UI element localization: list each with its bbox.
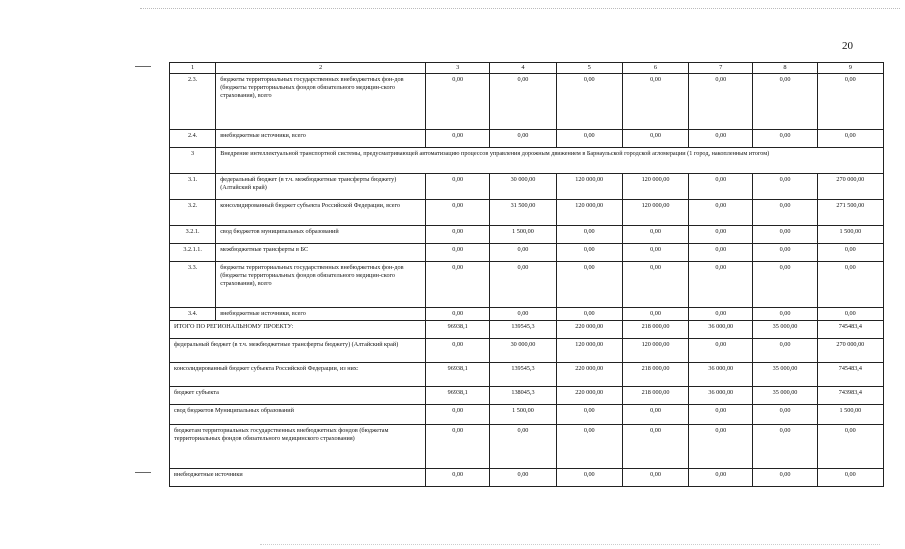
value-cell: 270 000,00	[817, 338, 883, 362]
total-row	[170, 468, 884, 486]
header-cell: 7	[689, 63, 753, 74]
table-row	[170, 262, 884, 308]
value-cell: 0,00	[689, 74, 753, 130]
row-label-cell: внебюджетные источники, всего	[216, 308, 426, 321]
value-cell: 0,00	[622, 74, 688, 130]
value-cell: 0,00	[426, 244, 490, 262]
table-body	[170, 63, 884, 487]
scan-artifact-bottom	[260, 544, 880, 545]
value-cell: 220 000,00	[556, 320, 622, 338]
row-label-cell: бюджеты территориальных государственных внебюджетных фон-дов (бюджеты территориальных фондов обязательного медицин-ского страхования), всего	[216, 262, 426, 308]
value-cell: 0,00	[689, 244, 753, 262]
value-cell: 0,00	[556, 468, 622, 486]
row-label-cell: консолидированный бюджет субъекта Российской Федерации, из них:	[170, 362, 426, 386]
total-row	[170, 320, 884, 338]
value-cell: 218 000,00	[622, 386, 688, 404]
value-cell: 30 000,00	[490, 338, 556, 362]
value-cell: 1 500,00	[817, 404, 883, 424]
value-cell: 0,00	[556, 404, 622, 424]
value-cell: 0,00	[689, 200, 753, 226]
value-cell: 0,00	[622, 424, 688, 468]
value-cell: 96938,1	[426, 362, 490, 386]
value-cell: 139545,3	[490, 320, 556, 338]
value-cell: 0,00	[753, 468, 817, 486]
value-cell: 0,00	[817, 244, 883, 262]
value-cell: 0,00	[689, 174, 753, 200]
value-cell: 0,00	[426, 200, 490, 226]
value-cell: 0,00	[490, 74, 556, 130]
value-cell: 120 000,00	[556, 200, 622, 226]
section-row	[170, 148, 884, 174]
value-cell: 0,00	[426, 262, 490, 308]
row-number-cell: 3.4.	[170, 308, 216, 321]
value-cell: 0,00	[689, 468, 753, 486]
value-cell: 745483,4	[817, 320, 883, 338]
value-cell: 0,00	[689, 338, 753, 362]
value-cell: 0,00	[622, 308, 688, 321]
row-label-cell: свод бюджетов муниципальных образований	[216, 226, 426, 244]
value-cell: 35 000,00	[753, 362, 817, 386]
value-cell: 0,00	[817, 130, 883, 148]
value-cell: 0,00	[556, 74, 622, 130]
total-row	[170, 424, 884, 468]
value-cell: 0,00	[490, 424, 556, 468]
row-label-cell: межбюджетные трансферты в БС	[216, 244, 426, 262]
value-cell: 0,00	[556, 424, 622, 468]
value-cell: 0,00	[490, 130, 556, 148]
value-cell: 0,00	[689, 226, 753, 244]
value-cell: 120 000,00	[622, 338, 688, 362]
margin-mark	[135, 66, 151, 67]
value-cell: 120 000,00	[556, 174, 622, 200]
value-cell: 36 000,00	[689, 362, 753, 386]
row-number-cell: 3	[170, 148, 216, 174]
row-label-cell: бюджеты территориальных государственных внебюджетных фон-дов (бюджеты территориальных фондов обязательного медицин-ского страхования), всего	[216, 74, 426, 130]
value-cell: 0,00	[490, 262, 556, 308]
row-label-cell: федеральный бюджет (в т.ч. межбюджетные трансферты бюджету) (Алтайский край)	[170, 338, 426, 362]
value-cell: 0,00	[753, 404, 817, 424]
value-cell: 0,00	[426, 308, 490, 321]
budget-table	[169, 62, 884, 487]
row-number-cell: 3.2.	[170, 200, 216, 226]
value-cell: 0,00	[622, 226, 688, 244]
value-cell: 745483,4	[817, 362, 883, 386]
value-cell: 0,00	[753, 74, 817, 130]
header-cell: 2	[216, 63, 426, 74]
table-row	[170, 74, 884, 130]
value-cell: 0,00	[426, 130, 490, 148]
header-cell: 1	[170, 63, 216, 74]
value-cell: 30 000,00	[490, 174, 556, 200]
value-cell: 0,00	[426, 424, 490, 468]
value-cell: 0,00	[753, 226, 817, 244]
value-cell: 0,00	[556, 226, 622, 244]
value-cell: 218 000,00	[622, 320, 688, 338]
value-cell: 0,00	[753, 200, 817, 226]
scan-artifact-top	[140, 8, 900, 9]
value-cell: 0,00	[622, 404, 688, 424]
value-cell: 0,00	[426, 174, 490, 200]
row-label-cell: внебюджетные источники	[170, 468, 426, 486]
table-row	[170, 244, 884, 262]
row-label-cell: консолидированный бюджет субъекта Российской Федерации, всего	[216, 200, 426, 226]
value-cell: 0,00	[689, 308, 753, 321]
table-row	[170, 130, 884, 148]
value-cell: 35 000,00	[753, 320, 817, 338]
value-cell: 35 000,00	[753, 386, 817, 404]
value-cell: 0,00	[622, 130, 688, 148]
value-cell: 270 000,00	[817, 174, 883, 200]
value-cell: 120 000,00	[622, 200, 688, 226]
row-label-cell: бюджетам территориальных государственных внебюджетных фондов (бюджетам территориальных фондов обязательного медицинского страхования)	[170, 424, 426, 468]
value-cell: 120 000,00	[556, 338, 622, 362]
table-row	[170, 226, 884, 244]
row-label-cell: федеральный бюджет (в т.ч. межбюджетные трансферты бюджету) (Алтайский край)	[216, 174, 426, 200]
value-cell: 271 500,00	[817, 200, 883, 226]
value-cell: 1 500,00	[490, 226, 556, 244]
value-cell: 138045,3	[490, 386, 556, 404]
row-number-cell: 3.2.1.	[170, 226, 216, 244]
header-cell: 9	[817, 63, 883, 74]
header-row	[170, 63, 884, 74]
value-cell: 0,00	[426, 404, 490, 424]
value-cell: 743983,4	[817, 386, 883, 404]
row-number-cell: 3.1.	[170, 174, 216, 200]
header-cell: 4	[490, 63, 556, 74]
value-cell: 0,00	[426, 74, 490, 130]
total-row	[170, 386, 884, 404]
value-cell: 0,00	[817, 468, 883, 486]
value-cell: 31 500,00	[490, 200, 556, 226]
value-cell: 0,00	[753, 244, 817, 262]
value-cell: 0,00	[753, 262, 817, 308]
section-title-cell: Внедрение интеллектуальной транспортной системы, предусматривающей автоматизацию процессов управления дорожным движением в Барнаульской городской агломерации (1 город, накопленным итогом)	[216, 148, 884, 174]
value-cell: 96938,1	[426, 320, 490, 338]
value-cell: 96938,1	[426, 386, 490, 404]
value-cell: 0,00	[426, 226, 490, 244]
row-label-cell: бюджет субъекта	[170, 386, 426, 404]
value-cell: 0,00	[426, 468, 490, 486]
value-cell: 36 000,00	[689, 386, 753, 404]
value-cell: 139545,3	[490, 362, 556, 386]
table-row	[170, 308, 884, 321]
value-cell: 0,00	[426, 338, 490, 362]
value-cell: 1 500,00	[817, 226, 883, 244]
header-cell: 8	[753, 63, 817, 74]
header-cell: 5	[556, 63, 622, 74]
table-row	[170, 174, 884, 200]
row-number-cell: 2.4.	[170, 130, 216, 148]
value-cell: 0,00	[753, 424, 817, 468]
value-cell: 120 000,00	[622, 174, 688, 200]
value-cell: 0,00	[556, 308, 622, 321]
value-cell: 0,00	[753, 174, 817, 200]
value-cell: 1 500,00	[490, 404, 556, 424]
row-number-cell: 2.3.	[170, 74, 216, 130]
total-row	[170, 338, 884, 362]
row-label-cell: ИТОГО ПО РЕГИОНАЛЬНОМУ ПРОЕКТУ:	[170, 320, 426, 338]
value-cell: 0,00	[753, 130, 817, 148]
value-cell: 220 000,00	[556, 362, 622, 386]
header-cell: 3	[426, 63, 490, 74]
value-cell: 220 000,00	[556, 386, 622, 404]
row-number-cell: 3.2.1.1.	[170, 244, 216, 262]
row-number-cell: 3.3.	[170, 262, 216, 308]
margin-mark	[135, 472, 151, 473]
value-cell: 0,00	[490, 308, 556, 321]
header-cell: 6	[622, 63, 688, 74]
row-label-cell: свод бюджетов Муниципальных образований	[170, 404, 426, 424]
table-row	[170, 200, 884, 226]
value-cell: 0,00	[753, 338, 817, 362]
value-cell: 0,00	[817, 262, 883, 308]
value-cell: 0,00	[490, 468, 556, 486]
row-label-cell: внебюджетные источники, всего	[216, 130, 426, 148]
value-cell: 0,00	[689, 424, 753, 468]
value-cell: 0,00	[817, 308, 883, 321]
value-cell: 0,00	[689, 130, 753, 148]
value-cell: 0,00	[753, 308, 817, 321]
page-number: 20	[842, 40, 853, 52]
value-cell: 36 000,00	[689, 320, 753, 338]
total-row	[170, 404, 884, 424]
value-cell: 0,00	[817, 74, 883, 130]
value-cell: 0,00	[622, 244, 688, 262]
value-cell: 0,00	[556, 244, 622, 262]
value-cell: 218 000,00	[622, 362, 688, 386]
value-cell: 0,00	[556, 130, 622, 148]
value-cell: 0,00	[556, 262, 622, 308]
total-row	[170, 362, 884, 386]
value-cell: 0,00	[689, 262, 753, 308]
value-cell: 0,00	[622, 262, 688, 308]
value-cell: 0,00	[490, 244, 556, 262]
value-cell: 0,00	[689, 404, 753, 424]
value-cell: 0,00	[817, 424, 883, 468]
value-cell: 0,00	[622, 468, 688, 486]
